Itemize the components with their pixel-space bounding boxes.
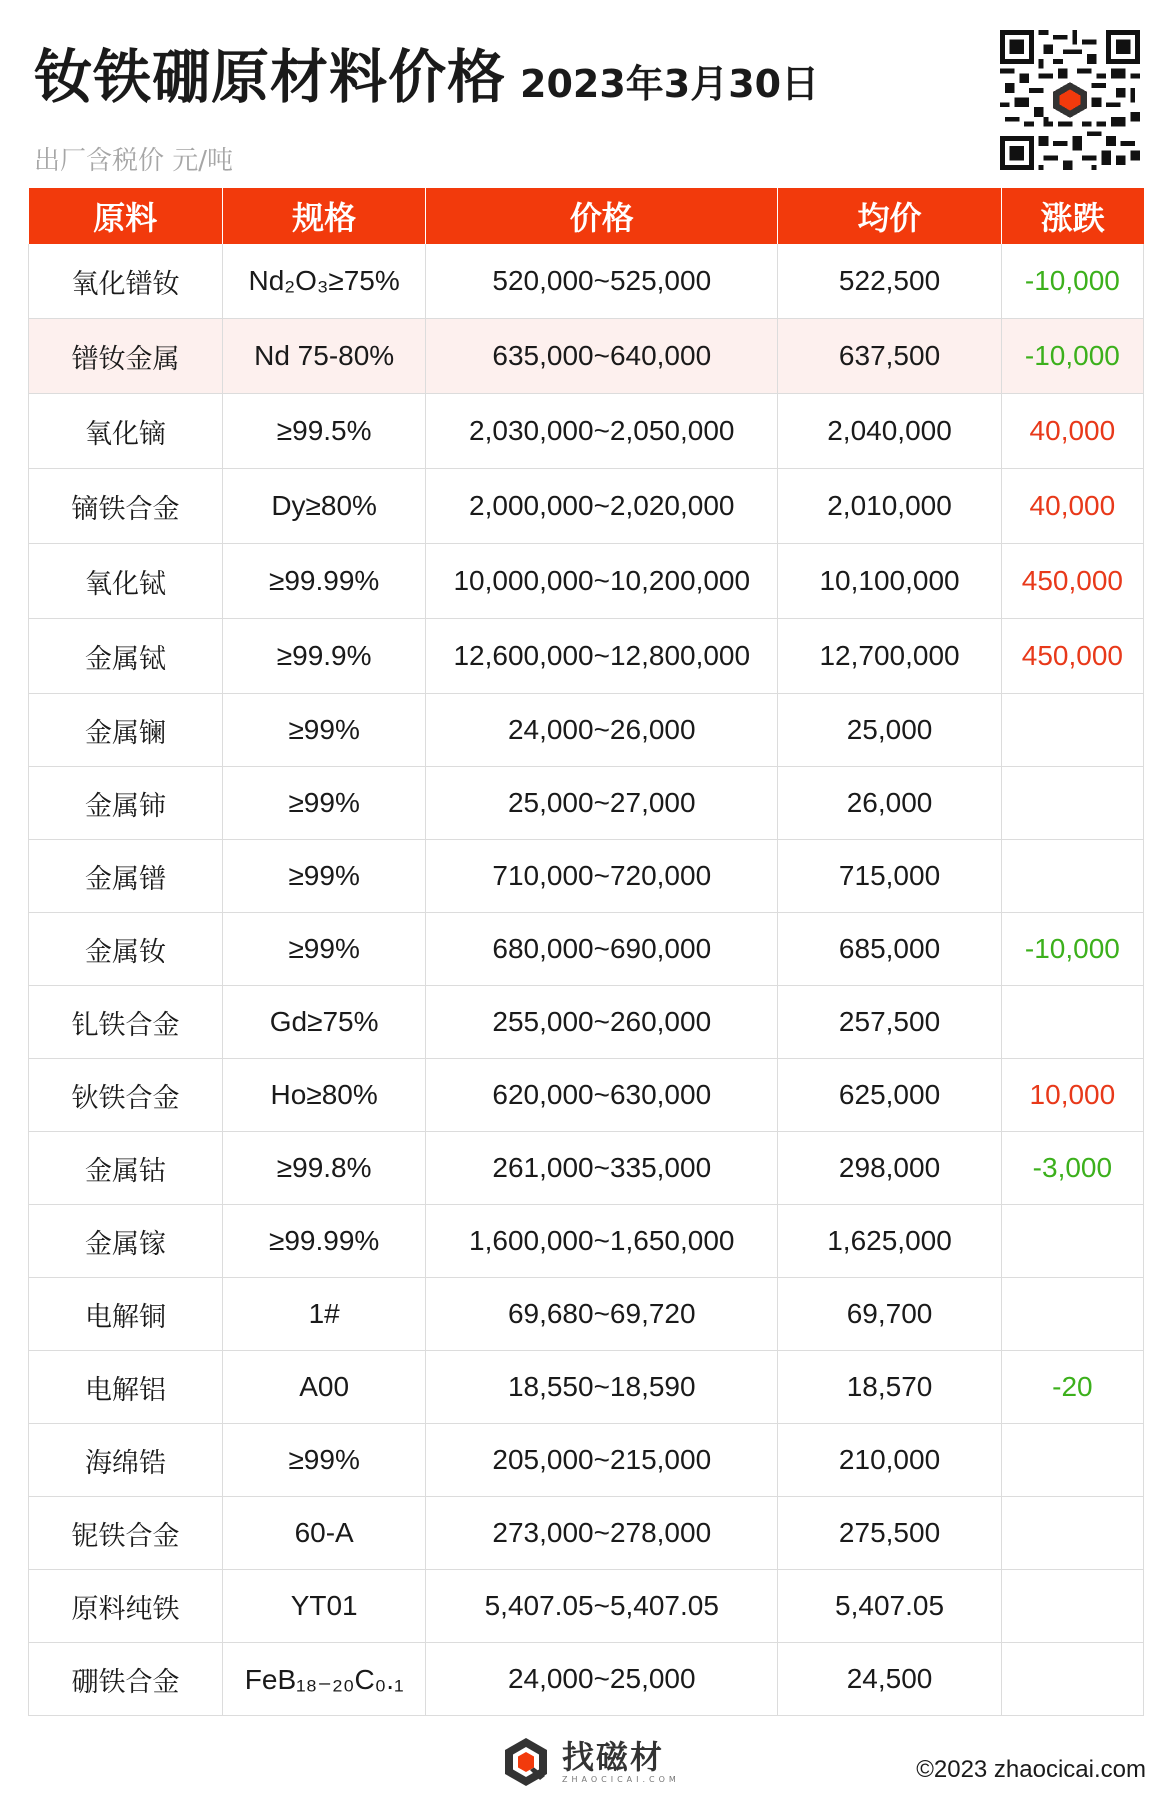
average-price-cell: 26,000 [778,767,1001,840]
material-cell: 金属镧 [29,694,223,767]
material-cell: 钆铁合金 [29,986,223,1059]
price-range-cell: 255,000~260,000 [426,986,778,1059]
price-table-container [28,188,1144,1716]
table-row [29,1643,1144,1716]
price-range-cell: 680,000~690,000 [426,913,778,986]
spec-cell: YT01 [223,1570,426,1643]
table-row [29,1497,1144,1570]
table-row [29,694,1144,767]
table-row [29,619,1144,694]
average-price-cell: 10,100,000 [778,544,1001,619]
qr-code-icon[interactable] [1000,30,1140,170]
column-header-average: 均价 [778,188,1001,244]
price-change-cell [1001,1643,1143,1716]
logo-name: 找磁材 [562,1738,665,1776]
table-row [29,767,1144,840]
table-row [29,394,1144,469]
spec-cell: 60-A [223,1497,426,1570]
spec-cell: A00 [223,1351,426,1424]
table-row [29,1351,1144,1424]
material-cell: 金属镓 [29,1205,223,1278]
spec-cell: Dy≥80% [223,469,426,544]
price-change-cell: -3,000 [1001,1132,1143,1205]
price-change-cell [1001,694,1143,767]
table-row [29,913,1144,986]
material-cell: 氧化镨钕 [29,244,223,319]
price-range-cell: 620,000~630,000 [426,1059,778,1132]
spec-cell: FeB₁₈₋₂₀C₀.₁ [223,1643,426,1716]
average-price-cell: 12,700,000 [778,619,1001,694]
price-range-cell: 1,600,000~1,650,000 [426,1205,778,1278]
average-price-cell: 1,625,000 [778,1205,1001,1278]
spec-cell: Nd₂O₃≥75% [223,244,426,319]
spec-cell: 1# [223,1278,426,1351]
page-header [34,30,1144,180]
material-cell: 钬铁合金 [29,1059,223,1132]
average-price-cell: 298,000 [778,1132,1001,1205]
price-change-cell: 40,000 [1001,394,1143,469]
average-price-cell: 2,010,000 [778,469,1001,544]
table-row [29,986,1144,1059]
spec-cell: Nd 75-80% [223,319,426,394]
price-range-cell: 273,000~278,000 [426,1497,778,1570]
average-price-cell: 5,407.05 [778,1570,1001,1643]
material-cell: 铌铁合金 [29,1497,223,1570]
table-row [29,1424,1144,1497]
material-cell: 镝铁合金 [29,469,223,544]
table-header-row [29,188,1144,244]
material-cell: 原料纯铁 [29,1570,223,1643]
price-change-cell [1001,1570,1143,1643]
table-row [29,1132,1144,1205]
material-cell: 金属钴 [29,1132,223,1205]
brand-logo[interactable] [500,1736,680,1788]
material-cell: 电解铝 [29,1351,223,1424]
logo-text [562,1739,680,1785]
price-range-cell: 635,000~640,000 [426,319,778,394]
price-table [28,188,1144,1716]
price-range-cell: 2,000,000~2,020,000 [426,469,778,544]
spec-cell: ≥99.9% [223,619,426,694]
price-range-cell: 261,000~335,000 [426,1132,778,1205]
spec-cell: Ho≥80% [223,1059,426,1132]
price-range-cell: 5,407.05~5,407.05 [426,1570,778,1643]
material-cell: 氧化镝 [29,394,223,469]
material-cell: 金属镨 [29,840,223,913]
material-cell: 电解铜 [29,1278,223,1351]
price-change-cell [1001,1205,1143,1278]
spec-cell: ≥99% [223,767,426,840]
price-range-cell: 710,000~720,000 [426,840,778,913]
price-change-cell: -10,000 [1001,244,1143,319]
price-range-cell: 24,000~26,000 [426,694,778,767]
price-change-cell: 450,000 [1001,619,1143,694]
average-price-cell: 25,000 [778,694,1001,767]
price-range-cell: 25,000~27,000 [426,767,778,840]
page-title: 钕铁硼原材料价格 [34,43,507,111]
average-price-cell: 685,000 [778,913,1001,986]
average-price-cell: 69,700 [778,1278,1001,1351]
price-change-cell: 40,000 [1001,469,1143,544]
material-cell: 金属铈 [29,767,223,840]
spec-cell: ≥99.99% [223,544,426,619]
price-change-cell [1001,1278,1143,1351]
report-date: 2023年3月30日 [520,62,820,106]
average-price-cell: 18,570 [778,1351,1001,1424]
column-header-change: 涨跌 [1001,188,1143,244]
price-change-cell [1001,1497,1143,1570]
column-header-price: 价格 [426,188,778,244]
price-change-cell [1001,767,1143,840]
price-change-cell: 450,000 [1001,544,1143,619]
spec-cell: Gd≥75% [223,986,426,1059]
table-row [29,1278,1144,1351]
price-range-cell: 2,030,000~2,050,000 [426,394,778,469]
average-price-cell: 210,000 [778,1424,1001,1497]
price-change-cell: -10,000 [1001,913,1143,986]
spec-cell: ≥99% [223,1424,426,1497]
price-change-cell [1001,840,1143,913]
table-body [29,244,1144,1716]
material-cell: 海绵锆 [29,1424,223,1497]
average-price-cell: 2,040,000 [778,394,1001,469]
column-header-spec: 规格 [223,188,426,244]
material-cell: 镨钕金属 [29,319,223,394]
price-range-cell: 12,600,000~12,800,000 [426,619,778,694]
price-range-cell: 69,680~69,720 [426,1278,778,1351]
material-cell: 硼铁合金 [29,1643,223,1716]
price-range-cell: 10,000,000~10,200,000 [426,544,778,619]
price-change-cell [1001,986,1143,1059]
price-range-cell: 18,550~18,590 [426,1351,778,1424]
price-range-cell: 205,000~215,000 [426,1424,778,1497]
price-change-cell: -20 [1001,1351,1143,1424]
table-row [29,1570,1144,1643]
copyright-text: ©2023 zhaocicai.com [916,1756,1146,1783]
material-cell: 金属铽 [29,619,223,694]
average-price-cell: 24,500 [778,1643,1001,1716]
column-header-material: 原料 [29,188,223,244]
table-row [29,544,1144,619]
price-change-cell: 10,000 [1001,1059,1143,1132]
price-change-cell: -10,000 [1001,319,1143,394]
spec-cell: ≥99% [223,913,426,986]
average-price-cell: 275,500 [778,1497,1001,1570]
spec-cell: ≥99.8% [223,1132,426,1205]
page-footer [0,1730,1174,1800]
material-cell: 金属钕 [29,913,223,986]
average-price-cell: 522,500 [778,244,1001,319]
hexagon-logo-icon [500,1736,552,1788]
title-line [34,30,1144,114]
spec-cell: ≥99% [223,840,426,913]
table-row [29,469,1144,544]
table-row [29,840,1144,913]
spec-cell: ≥99.99% [223,1205,426,1278]
average-price-cell: 715,000 [778,840,1001,913]
table-row [29,319,1144,394]
table-row [29,1059,1144,1132]
spec-cell: ≥99.5% [223,394,426,469]
price-range-cell: 24,000~25,000 [426,1643,778,1716]
average-price-cell: 637,500 [778,319,1001,394]
table-row [29,244,1144,319]
logo-domain: ZHAOCICAI.COM [562,1775,680,1784]
table-row [29,1205,1144,1278]
average-price-cell: 257,500 [778,986,1001,1059]
spec-cell: ≥99% [223,694,426,767]
average-price-cell: 625,000 [778,1059,1001,1132]
material-cell: 氧化铽 [29,544,223,619]
price-unit-subtitle: 出厂含税价 元/吨 [34,146,234,176]
price-range-cell: 520,000~525,000 [426,244,778,319]
price-change-cell [1001,1424,1143,1497]
